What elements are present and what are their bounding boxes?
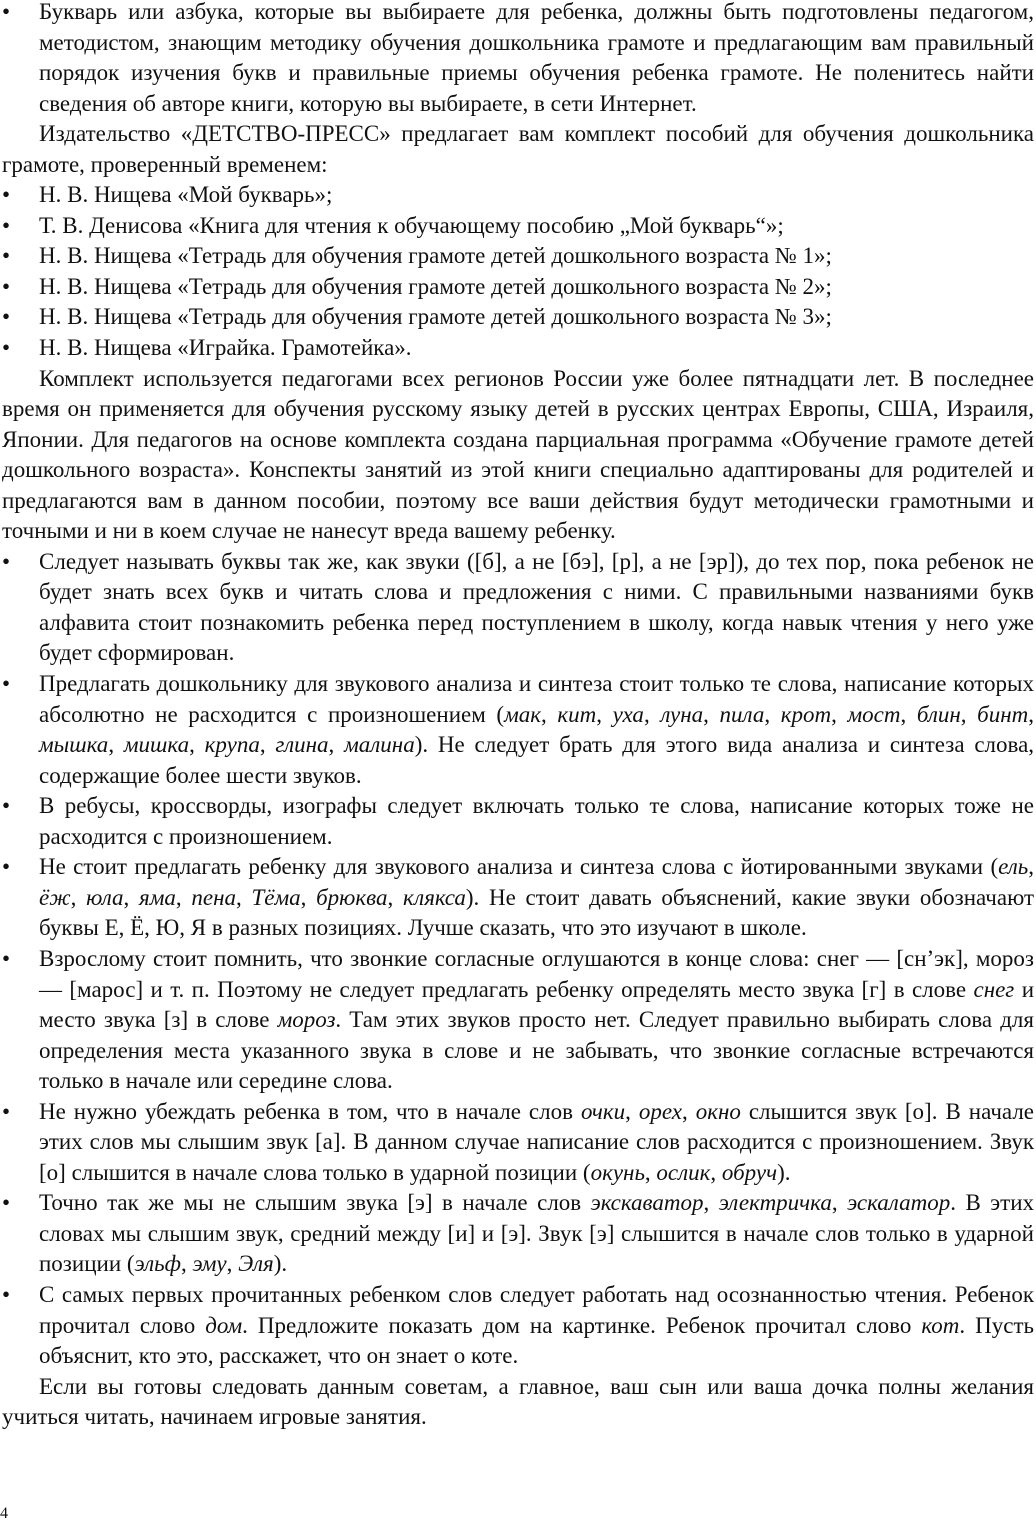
block-text	[39, 854, 1034, 940]
document-body	[2, 0, 1034, 1433]
page-number: 4	[0, 1505, 8, 1522]
bullet-item	[2, 944, 1034, 1097]
example-word: бинт	[977, 701, 1029, 727]
example-word: кит	[557, 701, 597, 727]
example-word: ослик	[656, 1159, 711, 1185]
text-run: ,	[108, 732, 124, 758]
example-word: пена	[191, 884, 236, 910]
bullet-item	[2, 791, 1034, 852]
bullet-item	[2, 669, 1034, 791]
text-run: ,	[900, 701, 917, 727]
text-run: ,	[710, 1159, 722, 1185]
text-run: Следует называть буквы так же, как звуки ([б], а не [бэ], [р], а не [эр]), до тех пор, пока ребенок не будет знать всех букв и читать слова и предложения с ними. С правильными названиями букв алфавита стоит познакомить ребенка перед поступлением в школу, когда навык чтения у него уже будет сформирован.	[39, 548, 1034, 666]
bullet-marker: •	[2, 548, 11, 574]
text-run: . Предложите показать дом на картинке. Ребенок прочитал слово	[242, 1312, 922, 1338]
text-run: ,	[703, 1190, 719, 1216]
example-word: экскаватор	[590, 1190, 704, 1216]
text-run: ,	[70, 884, 87, 910]
example-word: мак	[504, 701, 541, 727]
example-word: крот	[780, 701, 832, 727]
text-run: ,	[300, 884, 317, 910]
text-run: Н. В. Нищева «Тетрадь для обучения грамоте детей дошкольного возраста № 3»;	[39, 304, 832, 330]
example-word: пила	[719, 701, 765, 727]
bullet-marker: •	[2, 304, 11, 330]
block-text	[39, 182, 332, 207]
text-run: ,	[960, 701, 978, 727]
example-word: орех	[638, 1098, 682, 1124]
paragraph	[2, 364, 1034, 547]
block-text	[39, 1099, 1034, 1185]
example-word: эльф	[134, 1251, 181, 1277]
bullet-marker: •	[2, 1098, 11, 1124]
example-word: крупа	[204, 732, 260, 758]
text-run: ,	[1028, 701, 1035, 727]
text-run: Не нужно убеждать ребенка в том, что в начале слов	[39, 1098, 581, 1124]
bullet-marker: •	[2, 793, 11, 819]
text-run: ,	[681, 1098, 696, 1124]
text-run: Точно так же мы не слышим звука [э] в начале слов	[39, 1190, 591, 1216]
text-run: ). Не стоит давать объяснений, какие звуки обозначают буквы Е, Ё, Ю, Я в разных позициях. Лучше сказать, что это изучают в школе.	[39, 884, 1035, 941]
block-text	[39, 549, 1034, 666]
example-word: окунь	[590, 1159, 645, 1185]
text-run: ,	[175, 884, 192, 910]
text-run: ,	[259, 732, 276, 758]
text-run: . Там этих звуков просто нет. Следует правильно выбирать слова для определения места указанного звука в слове и не забывать, что звонкие согласные встречаются только в начале или середине слова.	[39, 1007, 1034, 1094]
block-text	[39, 1190, 1034, 1276]
example-word: уха	[612, 701, 644, 727]
example-word: блин	[916, 701, 961, 727]
text-run: Н. В. Нищева «Тетрадь для обучения грамоте детей дошкольного возраста № 2»;	[39, 273, 832, 299]
text-run: ,	[226, 1251, 239, 1277]
bullet-item	[2, 0, 1034, 119]
block-text	[39, 0, 1034, 116]
example-word: мишка	[123, 732, 190, 758]
text-run: Н. В. Нищева «Мой букварь»;	[39, 182, 333, 208]
text-run: Не стоит предлагать ребенку для звукового анализа и синтеза слова с йотированными звуками (	[39, 854, 999, 880]
text-run: ,	[764, 701, 781, 727]
bullet-item	[2, 1097, 1034, 1189]
text-run: ,	[328, 732, 345, 758]
block-text	[39, 213, 784, 238]
bullet-marker: •	[2, 854, 11, 880]
block-text	[39, 243, 832, 268]
example-word: электричка	[718, 1190, 832, 1216]
bullet-item	[2, 302, 1034, 333]
text-run: Комплект используется педагогами всех регионов России уже более пятнадцати лет. В последнее время он применяется для обучения русскому языку детей в русских центрах Европы, США, Израиля, Японии. Для педагогов на основе комплекта создана парциальная программа «Обучение грамоте детей дошкольного возраста». Конспекты занятий из этой книги специально адаптированы для родителей и предлагаются вам в данном пособии, поэтому все ваши действия будут методически грамотными и точными и ни в коем случае не нанесут вреда вашему ребенку.	[2, 365, 1034, 544]
text-run: С самых первых прочитанных ребенком слов следует работать над осознанностью чтения. Ребенок прочитал слово	[39, 1281, 1034, 1338]
block-text	[39, 1282, 1034, 1368]
block-text	[2, 1374, 1034, 1430]
text-run: В ребусы, кроссворды, изографы следует включать только те слова, написание которых тоже не расходится с произношением.	[39, 793, 1034, 849]
text-run: Взрослому стоит помнить, что звонкие согласные оглушаются в конце слова: снег — [сн’эк], мороз — [марос] и т. п. Поэтому не следует предлагать ребенку определять место звука [г] в слове	[39, 945, 1034, 1002]
example-word: мост	[847, 701, 901, 727]
example-word: ёж	[39, 884, 71, 910]
text-run: Предлагать дошкольнику для звукового анализа и синтеза стоит только те слова, написание которых абсолютно не расходится с произношением (	[39, 671, 1034, 727]
block-text	[39, 793, 1034, 849]
text-run: ,	[123, 884, 140, 910]
example-word: окно	[695, 1098, 741, 1124]
block-text	[39, 304, 832, 329]
block-text	[2, 121, 1034, 177]
text-run: ,	[180, 1251, 193, 1277]
text-run: Н. В. Нищева «Играйка. Грамотейка».	[39, 335, 412, 361]
bullet-marker: •	[2, 0, 11, 24]
text-run: слышится звук [о]. В начале этих слов мы слышим звук [а]. В данном случае написание слов расходится с произношением. Звук [о] слышится в начале слова только в ударной позиции (	[39, 1098, 1035, 1185]
text-run: ). Не следует брать для этого вида анализа и синтеза слова, содержащие более шести звуков.	[39, 732, 1035, 788]
example-word: очки	[580, 1098, 626, 1124]
bullet-item	[2, 852, 1034, 944]
block-text	[2, 366, 1034, 544]
bullet-marker: •	[2, 212, 11, 238]
bullet-item	[2, 1188, 1034, 1280]
example-word: мышка	[39, 732, 109, 758]
example-word: малина	[344, 732, 415, 758]
bullet-item	[2, 180, 1034, 211]
text-run: ,	[235, 884, 252, 910]
text-run: ).	[777, 1159, 791, 1185]
text-run: ,	[596, 701, 613, 727]
bullet-marker: •	[2, 945, 11, 971]
text-run: Издательство «ДЕТСТВО-ПРЕСС» предлагает вам комплект пособий для обучения дошкольника грамоте, проверенный временем:	[2, 121, 1034, 177]
text-run: ,	[644, 1159, 657, 1185]
block-text	[39, 335, 412, 360]
bullet-marker: •	[2, 243, 11, 269]
bullet-marker: •	[2, 671, 11, 697]
text-run: ,	[625, 1098, 639, 1124]
text-run: ,	[831, 1190, 848, 1216]
text-run: ,	[387, 884, 403, 910]
paragraph	[2, 1372, 1034, 1433]
bullet-marker: •	[2, 273, 11, 299]
text-run: . Пусть объяснит, кто это, расскажет, что он знает о коте.	[39, 1312, 1035, 1369]
example-word: ель	[998, 854, 1029, 880]
block-text	[39, 946, 1034, 1093]
text-run: ,	[189, 732, 205, 758]
example-word: брюква	[316, 884, 388, 910]
example-word: кот	[921, 1312, 960, 1338]
example-word: эму	[192, 1251, 227, 1277]
example-word: мороз	[277, 1007, 336, 1033]
bullet-marker: •	[2, 182, 11, 208]
example-word: юла	[86, 884, 124, 910]
text-run: ,	[1028, 854, 1034, 880]
bullet-marker: •	[2, 1281, 11, 1307]
example-word: глина	[275, 732, 329, 758]
text-run: ,	[643, 701, 661, 727]
bullet-item	[2, 333, 1034, 364]
bullet-marker: •	[2, 1190, 11, 1216]
text-run: Букварь или азбука, которые вы выбираете для ребенка, должны быть подготовлены педагогом, методистом, знающим методику обучения дошкольника грамоте и предлагающим вам правильный порядок изучения букв и правильные приемы обучения ребенка грамоте. Не поленитесь найти сведения об авторе книги, которую вы выбираете, в сети Интернет.	[39, 0, 1034, 116]
bullet-item	[2, 1280, 1034, 1372]
example-word: обруч	[721, 1159, 778, 1185]
example-word: клякса	[402, 884, 466, 910]
text-run: ,	[831, 701, 848, 727]
example-word: луна	[660, 701, 704, 727]
block-text	[39, 671, 1034, 788]
example-word: Тёма	[251, 884, 301, 910]
example-word: яма	[139, 884, 176, 910]
paragraph	[2, 119, 1034, 180]
bullet-item	[2, 272, 1034, 303]
text-run: Если вы готовы следовать данным советам, а главное, ваш сын или ваша дочка полны желания учиться читать, начинаем игровые занятия.	[2, 1373, 1034, 1430]
bullet-marker: •	[2, 335, 11, 361]
text-run: . В этих словах мы слышим звук, средний между [и] и [э]. Звук [э] слышится в начале слов только в ударной позиции (	[39, 1190, 1035, 1277]
text-run: Т. В. Денисова «Книга для чтения к обучающему пособию „Мой букварь“»;	[39, 212, 784, 238]
example-word: эскалатор	[847, 1190, 951, 1216]
text-run: ).	[273, 1251, 288, 1277]
text-run: и место звука [з] в слове	[39, 976, 1035, 1033]
text-run: ,	[703, 701, 720, 727]
example-word: дом	[205, 1312, 243, 1338]
bullet-item	[2, 211, 1034, 242]
block-text	[39, 274, 832, 299]
text-run: Н. В. Нищева «Тетрадь для обучения грамоте детей дошкольного возраста № 1»;	[39, 243, 832, 269]
example-word: снег	[973, 976, 1015, 1002]
bullet-item	[2, 547, 1034, 669]
bullet-item	[2, 241, 1034, 272]
example-word: Эля	[238, 1251, 274, 1277]
text-run: ,	[541, 701, 558, 727]
